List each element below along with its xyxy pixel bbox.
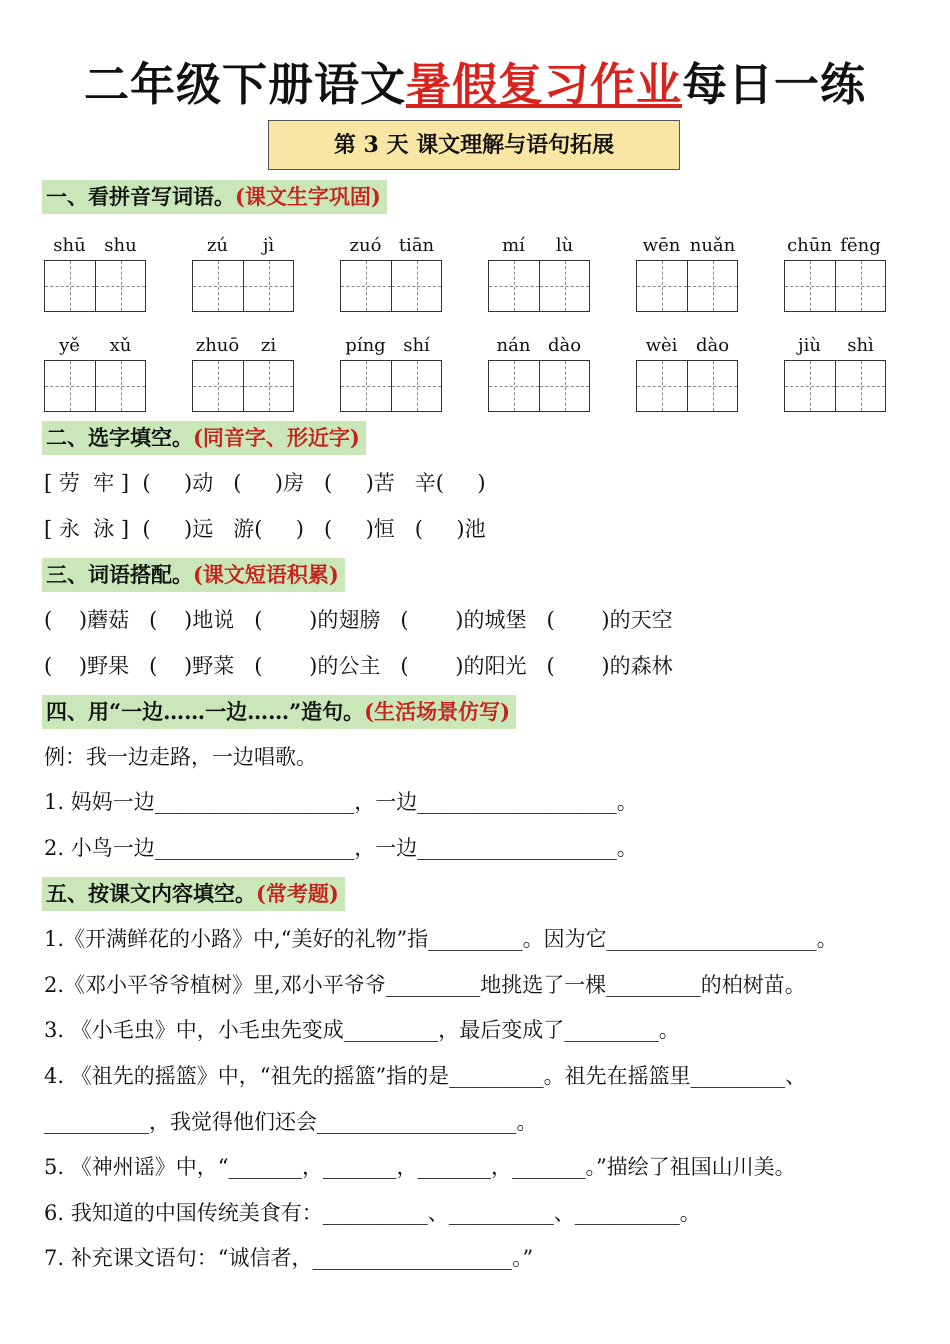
question-line[interactable]: 7. 补充课文语句：“诚信者，___________________。” bbox=[44, 1246, 534, 1270]
pinyin-box: nán dào bbox=[488, 334, 590, 358]
pinyin-box: píng shí bbox=[340, 334, 442, 358]
fill-line[interactable]: ( )野果 ( )野菜 ( )的公主 ( )的阳光 ( )的森林 bbox=[44, 654, 673, 678]
writing-grid[interactable] bbox=[784, 260, 886, 312]
writing-grid[interactable] bbox=[784, 360, 886, 412]
pinyin-box: mí lù bbox=[488, 234, 590, 258]
question-line[interactable]: 5. 《神州谣》中，“_______，_______，_______，_______。”描绘了祖国山川美。 bbox=[44, 1155, 796, 1179]
writing-grid[interactable] bbox=[192, 360, 294, 412]
pinyin-box: yě xǔ bbox=[44, 334, 146, 358]
writing-grid[interactable] bbox=[636, 260, 738, 312]
section-1-heading: 一、看拼音写词语。(课文生字巩固) bbox=[42, 180, 387, 214]
section-2-heading: 二、选字填空。(同音字、形近字) bbox=[42, 421, 366, 455]
question-line[interactable]: 2. 小鸟一边___________________，一边___________________。 bbox=[44, 836, 638, 860]
pinyin-box: zú jì bbox=[192, 234, 294, 258]
fill-line[interactable]: ( )蘑菇 ( )地说 ( )的翅膀 ( )的城堡 ( )的天空 bbox=[44, 608, 673, 632]
writing-grid[interactable] bbox=[488, 260, 590, 312]
worksheet-title: 二年级下册语文暑假复习作业每日一练 bbox=[83, 58, 867, 111]
day-label: 第 3 天 课文理解与语句拓展 bbox=[268, 120, 680, 170]
section-4-heading: 四、用“一边……一边……”造句。(生活场景仿写) bbox=[42, 695, 516, 729]
writing-grid[interactable] bbox=[192, 260, 294, 312]
writing-grid[interactable] bbox=[44, 260, 146, 312]
pinyin-box: zhuō zi bbox=[192, 334, 294, 358]
pinyin-box: wēn nuǎn bbox=[636, 234, 738, 258]
question-line[interactable]: 1. 妈妈一边___________________，一边___________________。 bbox=[44, 790, 638, 814]
pinyin-box: shū shu bbox=[44, 234, 146, 258]
fill-line[interactable]: [ 劳 牢 ] ( )动 ( )房 ( )苦 辛( ) bbox=[44, 471, 486, 495]
question-line[interactable]: 6. 我知道的中国传统美食有：__________、__________、__________。 bbox=[44, 1201, 701, 1225]
section-3-heading: 三、词语搭配。(课文短语积累) bbox=[42, 558, 345, 592]
writing-grid[interactable] bbox=[636, 360, 738, 412]
fill-line[interactable]: [ 永 泳 ] ( )远 游( ) ( )恒 ( )池 bbox=[44, 517, 486, 541]
pinyin-box: chūn fēng bbox=[784, 234, 886, 258]
pinyin-box: jiù shì bbox=[784, 334, 886, 358]
question-line[interactable]: 1.《开满鲜花的小路》中,“美好的礼物”指_________。因为它____________________。 bbox=[44, 927, 838, 951]
writing-grid[interactable] bbox=[340, 260, 442, 312]
example-sentence: 例：我一边走路，一边唱歌。 bbox=[44, 745, 317, 769]
question-line[interactable]: __________，我觉得他们还会___________________。 bbox=[44, 1110, 538, 1134]
section-5-heading: 五、按课文内容填空。(常考题) bbox=[42, 877, 345, 911]
writing-grid[interactable] bbox=[340, 360, 442, 412]
question-line[interactable]: 2.《邓小平爷爷植树》里,邓小平爷爷_________地挑选了一棵_________的柏树苗。 bbox=[44, 973, 806, 997]
pinyin-box: zuó tiān bbox=[340, 234, 442, 258]
question-line[interactable]: 4. 《祖先的摇篮》中，“祖先的摇篮”指的是_________。祖先在摇篮里_________、 bbox=[44, 1064, 807, 1088]
writing-grid[interactable] bbox=[488, 360, 590, 412]
writing-grid[interactable] bbox=[44, 360, 146, 412]
question-line[interactable]: 3. 《小毛虫》中，小毛虫先变成_________，最后变成了_________。 bbox=[44, 1018, 680, 1042]
pinyin-box: wèi dào bbox=[636, 334, 738, 358]
